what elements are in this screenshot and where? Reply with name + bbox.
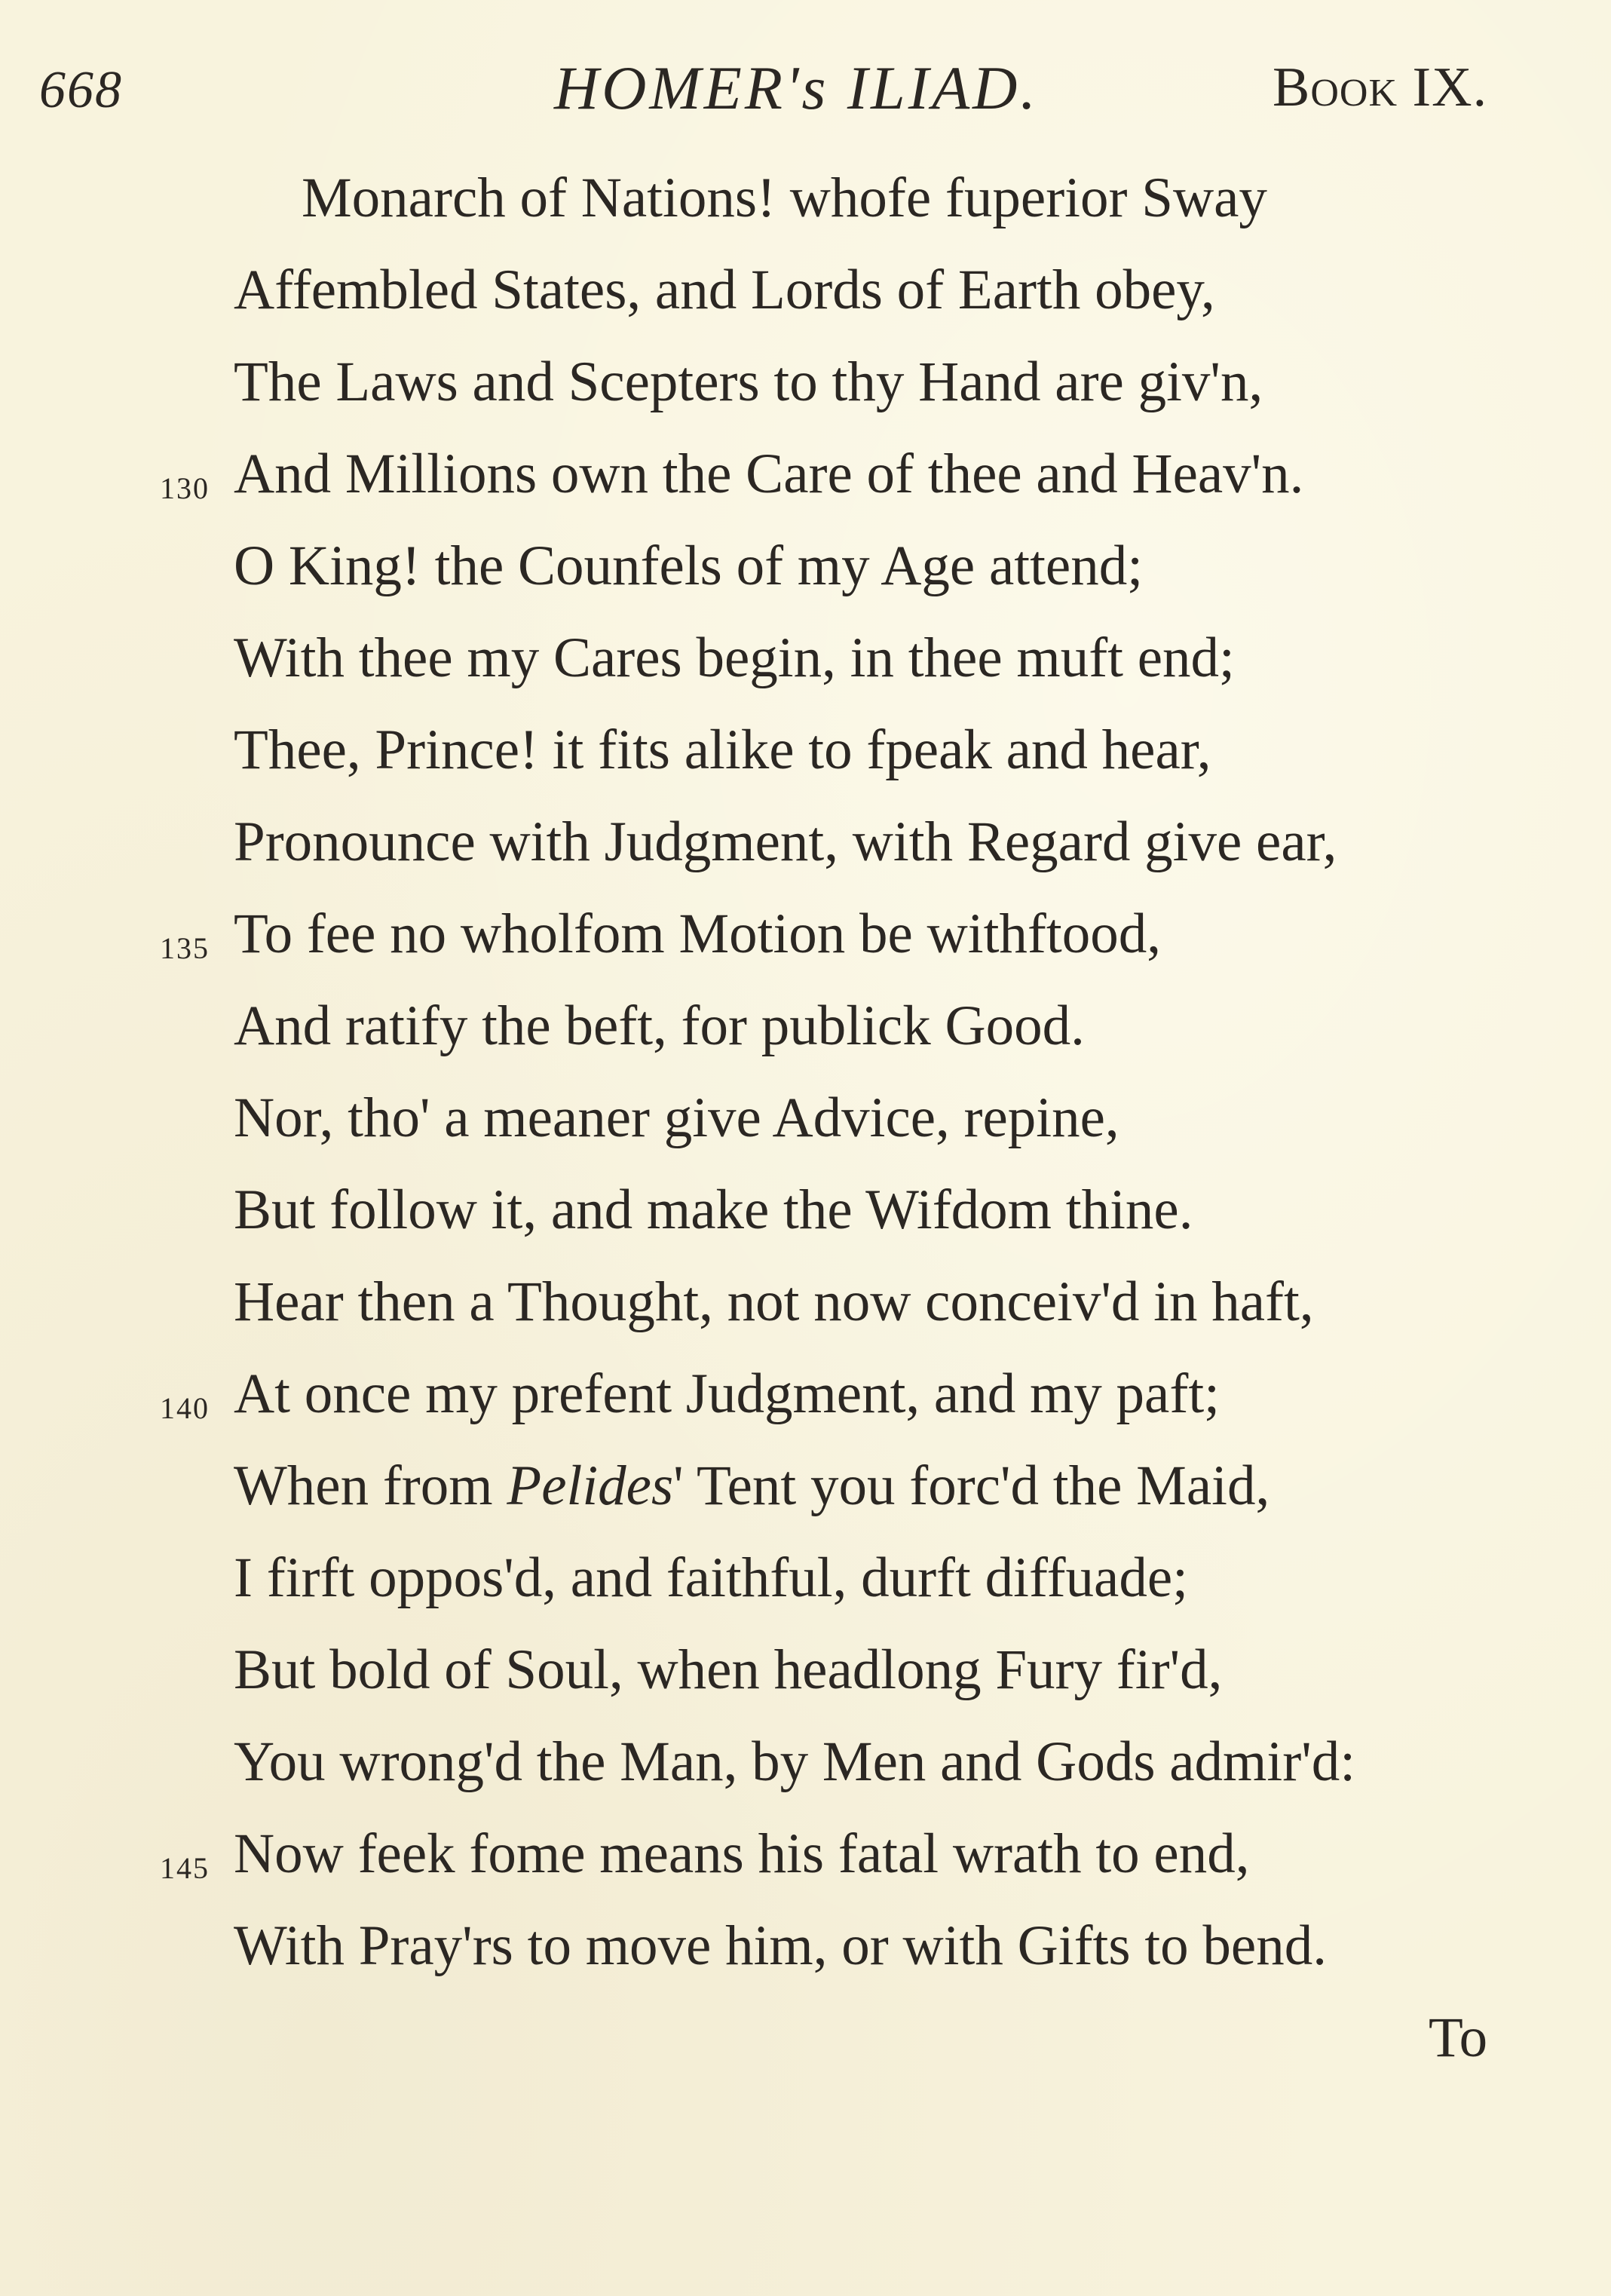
line-text: And ratify the beft, for publick Good.	[234, 995, 1085, 1057]
verse-line	[0, 1822, 1611, 1905]
line-text: To fee no wholfom Motion be withftood,	[234, 903, 1161, 965]
verse-line	[0, 810, 1611, 893]
line-text: With thee my Cares begin, in thee muft end;	[234, 627, 1235, 689]
verse-line	[0, 994, 1611, 1077]
verse-line	[0, 534, 1611, 617]
verse-line	[0, 1178, 1611, 1261]
verse-line	[0, 350, 1611, 433]
line-text: Affembled States, and Lords of Earth obey,	[234, 259, 1215, 321]
verse-line	[0, 1914, 1611, 1997]
verse-line	[0, 1270, 1611, 1353]
verse-line	[0, 626, 1611, 709]
line-text: Monarch of Nations! whofe fuperior Sway	[302, 167, 1267, 229]
line-text: The Laws and Scepters to thy Hand are giv'n,	[234, 351, 1263, 413]
verse-line	[0, 1546, 1611, 1629]
line-text: Thee, Prince! it fits alike to fpeak and hear,	[234, 719, 1211, 781]
line-text: When from Pelides' Tent you forc'd the Maid,	[234, 1455, 1270, 1517]
verse-line	[0, 718, 1611, 801]
line-text: Pronounce with Judgment, with Regard give ear,	[234, 811, 1337, 873]
verse-line	[0, 1086, 1611, 1169]
verse-line	[0, 442, 1611, 525]
catchword: To	[1429, 2006, 1488, 2069]
verse-line	[0, 1730, 1611, 1813]
line-text: Nor, tho' a meaner give Advice, repine,	[234, 1087, 1119, 1149]
verse-line	[0, 166, 1611, 249]
verse-line	[0, 258, 1611, 341]
italic-name: Pelides	[507, 1455, 674, 1517]
line-text: But follow it, and make the Wifdom thine.	[234, 1179, 1193, 1241]
line-text: I firft oppos'd, and faithful, durft diffuade;	[234, 1547, 1188, 1609]
verse-line	[0, 902, 1611, 985]
running-title: HOMER's ILIAD.	[554, 54, 1039, 122]
line-number: 130	[160, 471, 210, 505]
line-text: Hear then a Thought, not now conceiv'd in haft,	[234, 1271, 1314, 1333]
verse-line	[0, 1362, 1611, 1445]
line-number: 135	[160, 931, 210, 965]
line-text: And Millions own the Care of thee and Heav'n.	[234, 443, 1304, 505]
line-text: O King! the Counfels of my Age attend;	[234, 535, 1144, 597]
line-number: 140	[160, 1391, 210, 1425]
page-number: 668	[39, 61, 123, 119]
line-text: At once my prefent Judgment, and my paft;	[234, 1363, 1220, 1425]
line-number: 145	[160, 1851, 210, 1885]
line-text: Now feek fome means his fatal wrath to end,	[234, 1822, 1250, 1885]
line-text: You wrong'd the Man, by Men and Gods admir'd:	[234, 1730, 1356, 1793]
verse-line	[0, 1638, 1611, 1721]
running-header	[0, 53, 1611, 128]
line-text: With Pray'rs to move him, or with Gifts to bend.	[234, 1914, 1327, 1977]
book-label: Book IX.	[1273, 57, 1488, 118]
line-text: But bold of Soul, when headlong Fury fir'd,	[234, 1638, 1223, 1701]
verse-line	[0, 1454, 1611, 1537]
